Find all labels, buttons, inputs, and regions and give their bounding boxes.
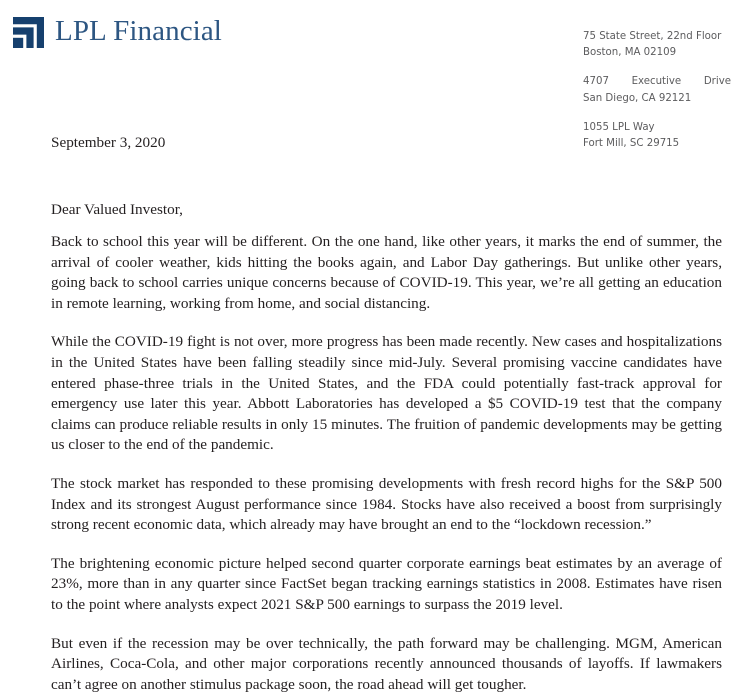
address-line: Boston, MA 02109 [583, 45, 731, 61]
lpl-financial-logo [13, 17, 222, 48]
address-word: Executive [632, 74, 682, 90]
address-line [583, 74, 731, 90]
brand-wordmark: LPL Financial [55, 17, 222, 48]
address-line: San Diego, CA 92121 [583, 91, 731, 107]
letter-body [51, 232, 722, 695]
address-group-san-diego [583, 74, 731, 106]
address-word: 4707 [583, 74, 609, 90]
address-line: Fort Mill, SC 29715 [583, 136, 731, 152]
address-group-fort-mill [583, 120, 731, 152]
body-paragraph: The brightening economic picture helped second quarter corporate earnings beat estimates by an average of 23%, more than in any quarter since FactSet began tracking earnings statistics in 2008. Estimates have risen to the point where analysts expect 2021 S&P 500 earnings to surpass the 2019 level. [51, 554, 722, 616]
body-paragraph: While the COVID-19 fight is not over, more progress has been made recently. New cases and hospitalizations in the United States have been falling steadily since mid-July. Several promising vaccine candidates have entered phase-three trials in the United States, and the FDA could potentially fast-track approval for emergency use later this year. Abbott Laboratories has developed a $5 COVID-19 test that the company claims can produce reliable results in only 15 minutes. The fruition of pandemic developments may be getting us closer to the end of the pandemic. [51, 332, 722, 456]
address-word: Drive [704, 74, 731, 90]
address-group-boston [583, 29, 731, 61]
address-line: 75 State Street, 22nd Floor [583, 29, 731, 45]
body-paragraph: The stock market has responded to these promising developments with fresh record highs for the S&P 500 Index and its strongest August performance since 1984. Stocks have also received a boost from surprisingly strong recent economic data, which already may have brought an end to the “lockdown recession.” [51, 474, 722, 536]
body-paragraph: Back to school this year will be different. On the one hand, like other years, it marks the end of summer, the arrival of cooler weather, kids hitting the books again, and Labor Day gatherings. But unlike other years, going back to school carries unique concerns because of COVID-19. This year, we’re all getting an education in remote learning, working from home, and social distancing. [51, 232, 722, 314]
lpl-stepped-bars-logo-icon [13, 17, 44, 48]
letter-salutation: Dear Valued Investor, [51, 200, 183, 219]
body-paragraph: But even if the recession may be over technically, the path forward may be challenging. MGM, American Airlines, Coca-Cola, and other major corporations recently announced thousands of layoffs. If lawmakers can’t agree on another stimulus package soon, the road ahead will get tougher. [51, 634, 722, 695]
office-address-block [583, 29, 731, 152]
letter-date: September 3, 2020 [51, 133, 165, 152]
address-line: 1055 LPL Way [583, 120, 731, 136]
